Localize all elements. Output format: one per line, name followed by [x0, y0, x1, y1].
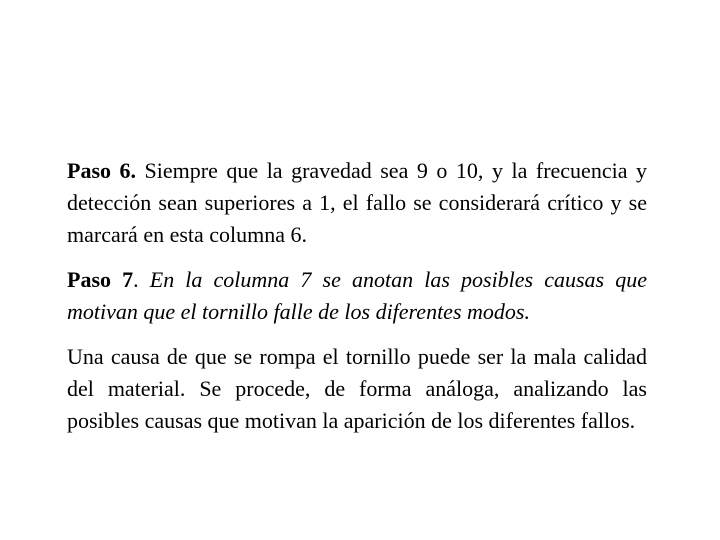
paragraph-step-7 — [67, 264, 647, 328]
paragraph-cause-example — [67, 341, 647, 437]
cause-example-text: Una causa de que se rompa el tornillo puede ser la mala calidad del material. Se procede, de forma análoga, analizando las posibles causas que motivan la aparición de los diferentes fallos. — [67, 344, 647, 433]
step-7-label: Paso 7 — [67, 267, 134, 292]
step-6-label: Paso 6. — [67, 158, 137, 183]
paragraph-step-6 — [67, 155, 647, 251]
step-6-text: Siempre que la gravedad sea 9 o 10, y la frecuencia y detección sean superiores a 1, el fallo se considerará crítico y se marcará en esta columna 6. — [67, 158, 647, 247]
step-7-separator: . — [133, 267, 150, 292]
step-7-text: En la columna 7 se anotan las posibles causas que motivan que el tornillo falle de los diferentes modos. — [67, 267, 648, 324]
